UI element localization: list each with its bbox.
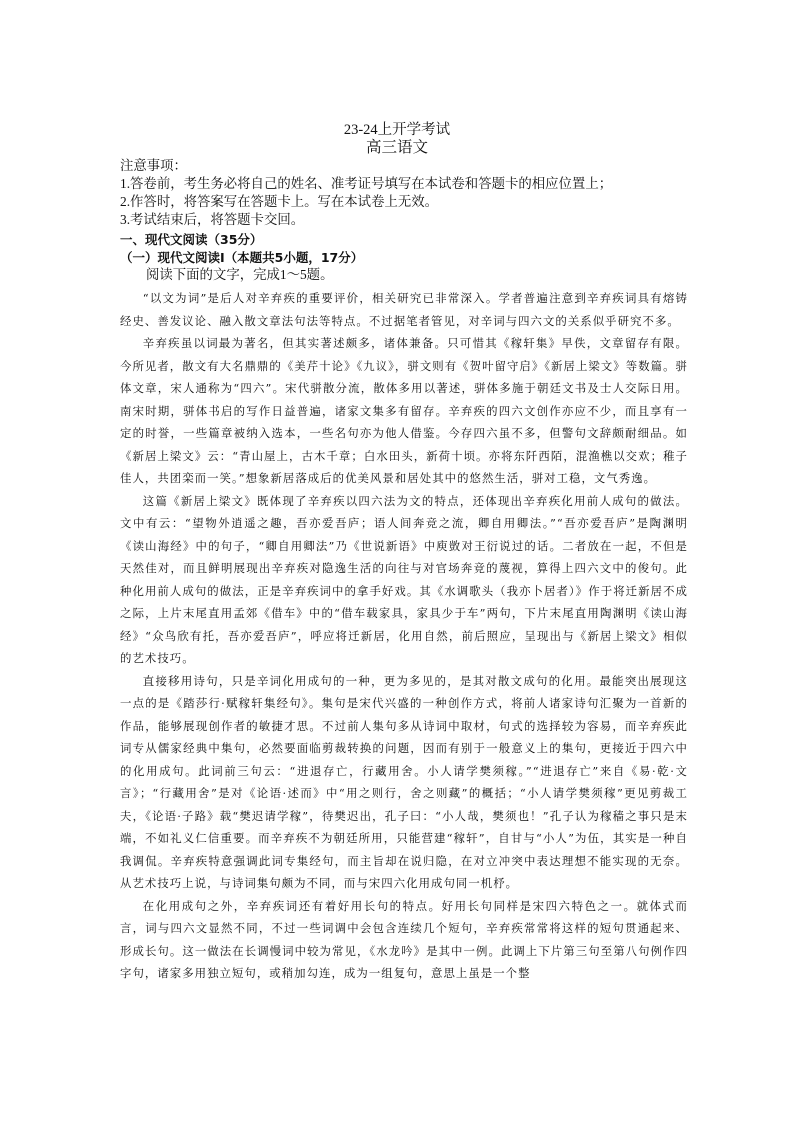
passage-paragraph: 这篇《新居上梁文》既体现了辛弃疾以四六法为文的特点，还体现出辛弃疾化用前人成句的做法。文中有云：“望物外逍遥之趣，吾亦爱吾庐；语人间奔竞之流，卿自用卿法。”“吾亦爱吾庐”是陶渊明《读山海经》中的句子，“卿自用卿法”乃《世说新语》中庾敳对王衍说过的话。二者放在一起，不但是天然佳对，而且鲜明展现出辛弃疾对隐逸生活的向往与对官场奔竞的蔑视，算得上四六文中的俊句。此种化用前人成句的做法，正是辛弃疾词中的拿手好戏。其《水调歌头（我亦卜居者）》作于将迁新居不成之际，上片末尾直用孟郊《借车》中的“借车载家具，家具少于车”两句，下片末尾直用陶渊明《读山海经》“众鸟欣有托，吾亦爱吾庐”，呼应将迁新居，化用自然，前后照应，呈现出与《新居上梁文》相似的艺术技巧。 [120,493,688,665]
exam-title: 23-24上开学考试 [343,122,451,138]
note-item: 1.答卷前，考生务必将自己的姓名、准考证号填写在本试卷和答题卡的相应位置上； [120,176,613,191]
note-item: 3.考试结束后，将答题卡交回。 [120,212,305,227]
subject-title: 高三语文 [365,139,428,156]
section-subtitle: （一）现代文阅读Ⅰ（本题共5小题，17分） [120,250,364,265]
passage-paragraph: “以文为词”是后人对辛弃疾的重要评价，相关研究已非常深入。学者普遍注意到辛弃疾词具有熔铸经史、善发议论、融入散文章法句法等特点。不过据笔者管见，对辛词与四六文的关系似乎研究不多。 [120,291,688,328]
note-item: 2.作答时，将答案写在答题卡上。写在本试卷上无效。 [120,194,439,209]
reading-instruction: 阅读下面的文字，完成1～5题。 [146,267,334,282]
passage-paragraph: 辛弃疾虽以词最为著名，但其实著述颇多，诸体兼备。只可惜其《稼轩集》早佚，文章留存有限。今所见者，散文有大名鼎鼎的《美芹十论》《九议》，骈文则有《贺叶留守启》《新居上梁文》等数篇。骈体文章，宋人通称为“四六”。宋代骈散分流，散体多用以著述，骈体多施于朝廷文书及士人交际日用。南宋时期，骈体书启的写作日益普遍，诸家文集多有留存。辛弃疾的四六文创作亦应不少，而且享有一定的时誉，一些篇章被纳入选本，一些名句亦为他人借鉴。今存四六虽不多，但警句文辞颇耐细品。如《新居上梁文》云：“青山屋上，古木千章；白水田头，新荷十顷。亦将东阡西陌，混渔樵以交欢；稚子佳人，共团栾而一笑。”想象新居落成后的优美风景和居处其中的悠然生活，骈对工稳，文气秀逸。 [120,336,688,485]
notes-heading: 注意事项： [120,158,187,173]
reading-passage [120,287,688,985]
passage-paragraph: 在化用成句之外，辛弃疾词还有着好用长句的特点。好用长句同样是宋四六特色之一。就体式而言，词与四六文显然不同，不过一些词调中会包含连续几个短句，辛弃疾常常将这样的短句贯通起来、形成长句。这一做法在长调慢词中较为常见，《水龙吟》是其中一例。此调上下片第三句至第八句例作四字句，诸家多用独立短句，或稍加勾连，成为一组复句，意思上虽是一个整 [120,898,688,980]
section-title: 一、现代文阅读（35分） [120,232,263,247]
exam-notes [120,157,680,229]
passage-paragraph: 直接移用诗句，只是辛词化用成句的一种，更为多见的，是其对散文成句的化用。最能突出展现这一点的是《踏莎行·赋稼轩集经句》。集句是宋代兴盛的一种创作方式，将前人诸家诗句汇聚为一首新的作品，能够展现创作者的敏捷才思。不过前人集句多从诗词中取材，句式的选择较为容易，而辛弃疾此词专从儒家经典中集句，必然要面临剪裁转换的问题，因而有别于一般意义上的集句，更接近于四六中的化用成句。此词前三句云：“进退存亡，行藏用舍。小人请学樊须稼。”“进退存亡”来自《易·乾·文言》；“行藏用舍”是对《论语·述而》中“用之则行，舍之则藏”的概括；“小人请学樊须稼”更见剪裁工夫，《论语·子路》载“樊迟请学稼”，待樊迟出，孔子曰：“小人哉，樊须也！”孔子认为稼穑之事只是末端，不如礼义仁信重要。而辛弃疾不为朝廷所用，只能营建“稼轩”，自甘与“小人”为伍，其实是一种自我调侃。辛弃疾特意强调此词专集经句，而主旨却在说归隐，在对立冲突中表达理想不能实现的无奈。从艺术技巧上说，与诗词集句颇为不同，而与宋四六化用成句同一机杼。 [120,673,688,890]
